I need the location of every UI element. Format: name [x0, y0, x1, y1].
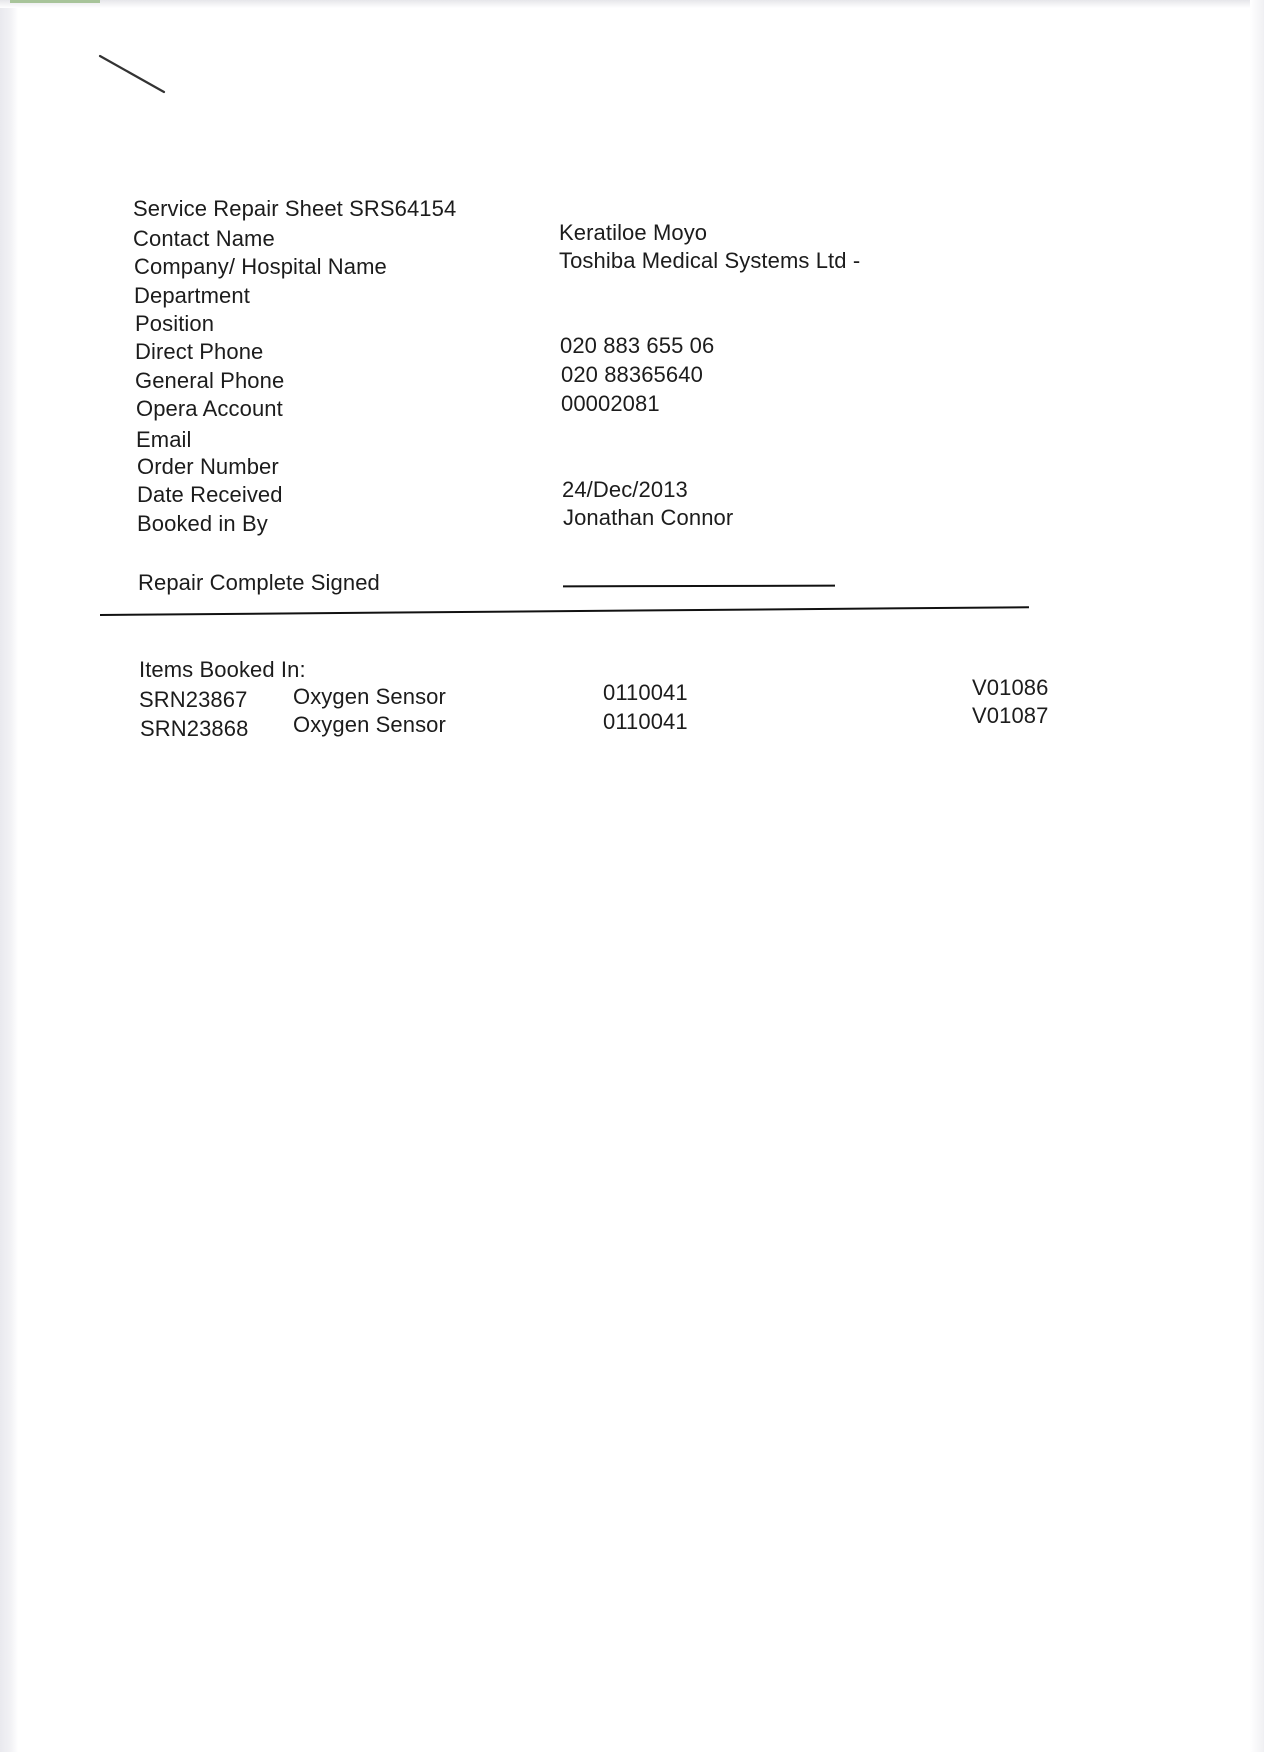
direct-phone-value: 020 883 655 06: [560, 333, 715, 358]
contact-name-value: Keratiloe Moyo: [559, 220, 708, 245]
position-label: Position: [135, 311, 215, 336]
opera-account-value: 00002081: [561, 391, 660, 416]
direct-phone-label: Direct Phone: [135, 339, 264, 364]
company-value: Toshiba Medical Systems Ltd -: [559, 248, 861, 273]
date-received-label: Date Received: [137, 482, 283, 507]
date-received-value: 24/Dec/2013: [562, 477, 688, 502]
item-reference: V01087: [972, 703, 1049, 728]
general-phone-value: 020 88365640: [561, 362, 703, 387]
general-phone-label: General Phone: [135, 368, 285, 393]
signature-line: [563, 585, 835, 587]
item-part-number: 0110041: [603, 680, 688, 705]
item-srn: SRN23868: [140, 716, 249, 741]
scan-corner-tint: [10, 0, 100, 3]
scan-right-edge: [1250, 0, 1264, 1752]
repair-complete-signed-label: Repair Complete Signed: [138, 570, 380, 595]
item-srn: SRN23867: [139, 687, 248, 712]
item-part-number: 0110041: [603, 709, 688, 734]
scan-left-edge: [0, 0, 18, 1752]
items-heading: Items Booked In:: [139, 657, 306, 682]
scan-top-edge: [0, 0, 1264, 8]
order-number-label: Order Number: [137, 454, 279, 479]
item-reference: V01086: [972, 675, 1049, 700]
sheet-title: Service Repair Sheet SRS64154: [133, 196, 457, 221]
item-description: Oxygen Sensor: [293, 712, 446, 737]
pen-stroke-mark: [98, 52, 170, 96]
department-label: Department: [134, 283, 250, 308]
opera-account-label: Opera Account: [136, 396, 283, 421]
contact-name-label: Contact Name: [133, 226, 275, 251]
email-label: Email: [136, 427, 192, 452]
item-description: Oxygen Sensor: [293, 684, 446, 709]
booked-in-by-label: Booked in By: [137, 511, 268, 536]
booked-in-by-value: Jonathan Connor: [563, 505, 734, 530]
section-divider: [100, 606, 1029, 616]
company-label: Company/ Hospital Name: [134, 254, 387, 279]
